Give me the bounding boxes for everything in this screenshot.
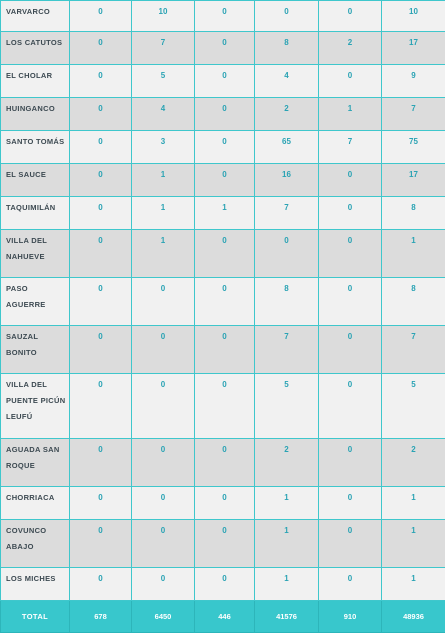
row-value: 0 — [132, 278, 195, 326]
row-value: 10 — [132, 1, 195, 32]
row-value: 17 — [382, 32, 445, 65]
row-value: 1 — [195, 197, 255, 230]
row-value: 0 — [70, 439, 132, 487]
row-value: 0 — [70, 98, 132, 131]
row-value: 0 — [195, 439, 255, 487]
row-value: 65 — [255, 131, 319, 164]
row-value: 0 — [132, 439, 195, 487]
row-value: 4 — [132, 98, 195, 131]
row-value: 0 — [70, 326, 132, 374]
row-value: 0 — [195, 326, 255, 374]
row-value: 1 — [255, 520, 319, 568]
row-value: 0 — [132, 520, 195, 568]
table-row — [1, 520, 445, 568]
row-value: 7 — [255, 197, 319, 230]
row-value: 0 — [195, 65, 255, 98]
row-value: 1 — [132, 164, 195, 197]
row-locality: LOS MICHES — [1, 568, 70, 601]
row-value: 7 — [382, 326, 445, 374]
row-value: 0 — [319, 439, 382, 487]
row-value: 9 — [382, 65, 445, 98]
row-value: 1 — [382, 520, 445, 568]
row-value: 2 — [382, 439, 445, 487]
table-row — [1, 32, 445, 65]
row-value: 1 — [382, 568, 445, 601]
row-value: 7 — [132, 32, 195, 65]
row-locality: SAUZAL BONITO — [1, 326, 70, 374]
row-value: 0 — [195, 164, 255, 197]
row-value: 0 — [195, 487, 255, 520]
row-value: 0 — [195, 98, 255, 131]
row-value: 1 — [319, 98, 382, 131]
table-row — [1, 197, 445, 230]
row-value: 17 — [382, 164, 445, 197]
row-value: 5 — [132, 65, 195, 98]
row-value: 0 — [70, 520, 132, 568]
total-value: 910 — [319, 601, 382, 633]
row-value: 8 — [382, 278, 445, 326]
row-locality: COVUNCO ABAJO — [1, 520, 70, 568]
row-value: 0 — [319, 197, 382, 230]
table-row — [1, 487, 445, 520]
row-value: 0 — [70, 1, 132, 32]
row-value: 5 — [255, 374, 319, 439]
table-row — [1, 278, 445, 326]
row-locality: LOS CATUTOS — [1, 32, 70, 65]
row-locality: VILLA DEL NAHUEVE — [1, 230, 70, 278]
row-locality: HUINGANCO — [1, 98, 70, 131]
table-row — [1, 374, 445, 439]
row-value: 7 — [382, 98, 445, 131]
row-value: 0 — [70, 374, 132, 439]
row-value: 0 — [132, 326, 195, 374]
row-value: 1 — [132, 230, 195, 278]
row-locality: EL SAUCE — [1, 164, 70, 197]
row-value: 0 — [132, 374, 195, 439]
row-locality: AGUADA SAN ROQUE — [1, 439, 70, 487]
table-row — [1, 439, 445, 487]
table-row — [1, 1, 445, 32]
row-value: 2 — [319, 32, 382, 65]
row-value: 7 — [255, 326, 319, 374]
row-value: 0 — [319, 164, 382, 197]
total-value: 678 — [70, 601, 132, 633]
row-value: 0 — [195, 374, 255, 439]
row-value: 8 — [255, 32, 319, 65]
row-value: 0 — [255, 1, 319, 32]
row-value: 0 — [319, 65, 382, 98]
total-row — [1, 601, 445, 633]
total-value: 41576 — [255, 601, 319, 633]
row-value: 1 — [382, 230, 445, 278]
row-value: 0 — [319, 374, 382, 439]
row-value: 75 — [382, 131, 445, 164]
table-row — [1, 230, 445, 278]
row-locality: EL CHOLAR — [1, 65, 70, 98]
row-value: 2 — [255, 439, 319, 487]
row-value: 7 — [319, 131, 382, 164]
total-value: 48936 — [382, 601, 445, 633]
row-value: 0 — [195, 278, 255, 326]
row-value: 0 — [195, 520, 255, 568]
row-value: 4 — [255, 65, 319, 98]
row-value: 0 — [70, 32, 132, 65]
row-value: 0 — [70, 278, 132, 326]
row-value: 0 — [70, 131, 132, 164]
row-value: 1 — [382, 487, 445, 520]
row-value: 0 — [195, 568, 255, 601]
row-value: 0 — [319, 278, 382, 326]
row-value: 1 — [132, 197, 195, 230]
table-row — [1, 131, 445, 164]
row-locality: VILLA DEL PUENTE PICÚN LEUFÚ — [1, 374, 70, 439]
row-value: 0 — [319, 568, 382, 601]
row-value: 0 — [319, 1, 382, 32]
row-value: 0 — [319, 326, 382, 374]
row-value: 3 — [132, 131, 195, 164]
row-value: 0 — [195, 131, 255, 164]
row-value: 5 — [382, 374, 445, 439]
total-value: 446 — [195, 601, 255, 633]
row-value: 0 — [319, 230, 382, 278]
table-row — [1, 65, 445, 98]
row-value: 8 — [255, 278, 319, 326]
row-value: 0 — [195, 32, 255, 65]
row-value: 0 — [132, 568, 195, 601]
row-locality: SANTO TOMÁS — [1, 131, 70, 164]
row-locality: CHORRIACA — [1, 487, 70, 520]
row-value: 0 — [70, 487, 132, 520]
total-value: 6450 — [132, 601, 195, 633]
table-row — [1, 164, 445, 197]
row-value: 0 — [255, 230, 319, 278]
row-value: 0 — [70, 568, 132, 601]
row-value: 0 — [195, 230, 255, 278]
table-row — [1, 98, 445, 131]
row-value: 16 — [255, 164, 319, 197]
row-locality: TAQUIMILÁN — [1, 197, 70, 230]
row-value: 2 — [255, 98, 319, 131]
row-locality: VARVARCO — [1, 1, 70, 32]
row-value: 0 — [319, 487, 382, 520]
row-value: 10 — [382, 1, 445, 32]
row-value: 0 — [319, 520, 382, 568]
row-value: 0 — [70, 197, 132, 230]
row-value: 0 — [70, 230, 132, 278]
row-value: 8 — [382, 197, 445, 230]
row-value: 0 — [70, 164, 132, 197]
table-row — [1, 326, 445, 374]
row-value: 1 — [255, 568, 319, 601]
row-value: 0 — [132, 487, 195, 520]
row-value: 0 — [195, 1, 255, 32]
row-locality: PASO AGUERRE — [1, 278, 70, 326]
total-label: TOTAL — [1, 601, 70, 633]
table-row — [1, 568, 445, 601]
row-value: 1 — [255, 487, 319, 520]
row-value: 0 — [70, 65, 132, 98]
